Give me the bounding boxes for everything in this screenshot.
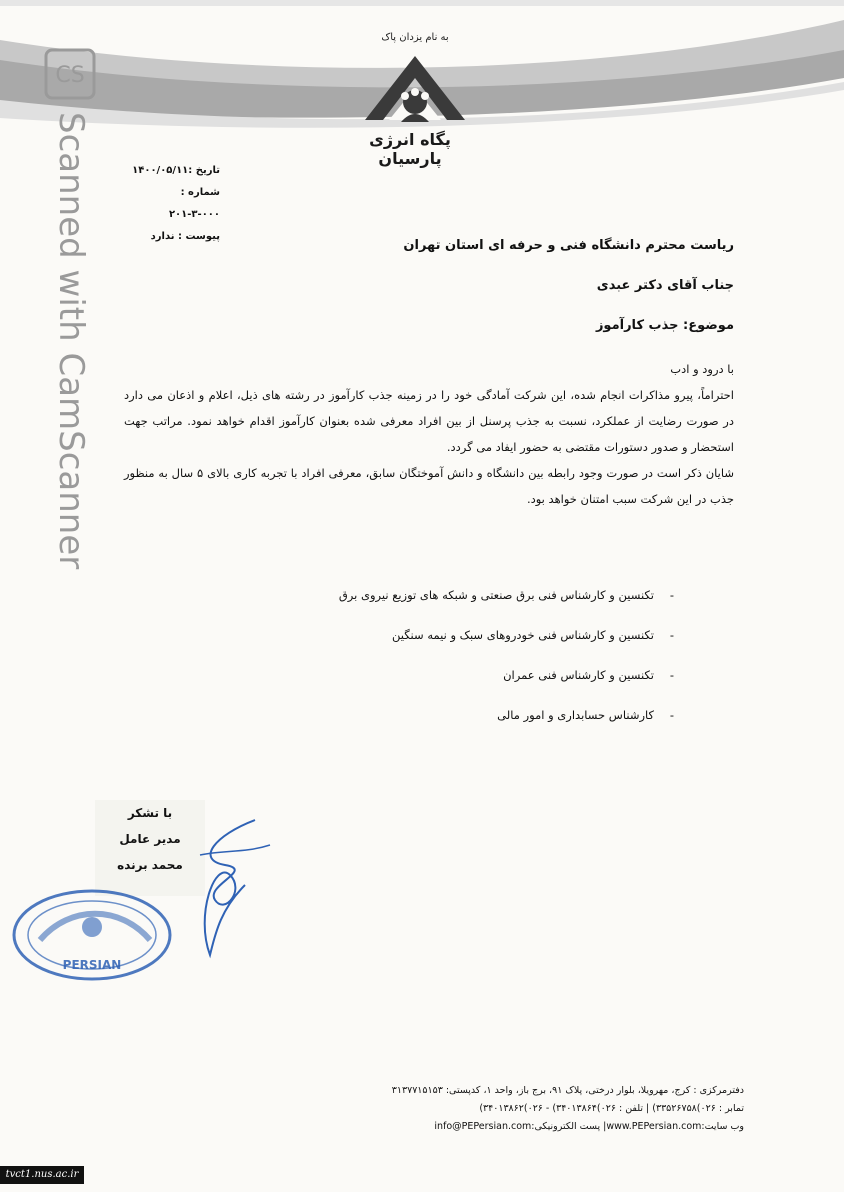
- footer-web: وب سایت:www.PEPersian.com| پست الکترونیکی:info@PEPersian.com: [434, 1121, 744, 1132]
- camscanner-watermark: [42, 48, 102, 658]
- list-item: -تکنسین و کارشناس فنی برق صنعتی و شبکه های توزیع نیروی برق: [264, 582, 684, 622]
- body-paragraph-1: احتراماً، پیرو مذاکرات انجام شده، این شرکت آمادگی خود را در زمینه جذب کارآموز در رشته های ذیل، اعلام و اذعان می دارد در صورت رضایت از عملکرد، نسبت به جذب پرسنل از بین افراد معرفی شده بعنوان کارآموز اقدام خواهد نمود. مراتب جهت استحضار و صدور دستورات مقتضی به حضور ایفاد می گردد.: [124, 388, 734, 454]
- bullet-marker: -: [669, 588, 675, 602]
- company-stamp: [10, 885, 175, 985]
- footer-contact: تمابر : ۰۲۶)۳۳۵۲۶۷۵۸) | تلفن : ۰۲۶)۳۴۰۱۳۸۶۴) - ۰۲۶)۳۴۰۱۳۸۶۲): [479, 1103, 744, 1114]
- company-logo: [355, 50, 475, 130]
- bullet-marker: -: [669, 708, 675, 722]
- stamp-text: PERSIAN: [62, 958, 122, 972]
- recipient-name: جناب آقای دکتر عبدی: [596, 278, 734, 293]
- handwritten-signature: [185, 815, 275, 965]
- signature-title: مدیر عامل: [119, 832, 181, 846]
- field-list: [264, 582, 684, 742]
- list-item: -تکنسین و کارشناس فنی خودروهای سبک و نیمه سنگین: [264, 622, 684, 662]
- footer-address: دفترمرکزی : کرج، مهرویلا، بلوار درختی، پلاک ۹۱، برج باز، واحد ۱، کدپستی: ۳۱۳۷۷۱۵۱۵۳: [391, 1085, 744, 1096]
- bullet-marker: -: [669, 668, 675, 682]
- camscanner-logo-text: CS: [55, 63, 85, 88]
- greeting: با درود و ادب: [670, 362, 734, 376]
- letter-meta: [130, 160, 220, 248]
- letter-body: [124, 356, 734, 512]
- basmala: به نام یزدان پاک: [381, 32, 449, 43]
- recipient-title: ریاست محترم دانشگاه فنی و حرفه ای استان تهران: [403, 238, 734, 253]
- letter-date: تاریخ :۱۴۰۰/۰۵/۱۱: [132, 165, 220, 176]
- letter-footer: [164, 1082, 744, 1136]
- list-item: -کارشناس حسابداری و امور مالی: [264, 702, 684, 742]
- source-tag: tvct1.nus.ac.ir: [0, 1166, 84, 1184]
- signature-name: محمد برنده: [117, 858, 183, 872]
- bullet-marker: -: [669, 628, 675, 642]
- letter-number: شماره : ۰۰۰-۳-۲۰۱: [168, 187, 220, 220]
- letter-attachment: پیوست : ندارد: [150, 231, 220, 242]
- company-name: پگاه انرژی پارسیان: [369, 130, 451, 168]
- letter-subject: موضوع: جذب کارآموز: [595, 318, 734, 333]
- camscanner-text: Scanned with CamScanner: [51, 112, 91, 570]
- signature-thanks: با تشکر: [127, 806, 173, 820]
- recipient-block: [214, 236, 734, 356]
- body-paragraph-2: شایان ذکر است در صورت وجود رابطه بین دانشگاه و دانش آموختگان سابق، معرفی افراد با تجربه کاری بالای ۵ سال به منظور جذب در این شرکت سبب امتنان خواهد بود.: [124, 466, 734, 506]
- list-item: -تکنسین و کارشناس فنی عمران: [264, 662, 684, 702]
